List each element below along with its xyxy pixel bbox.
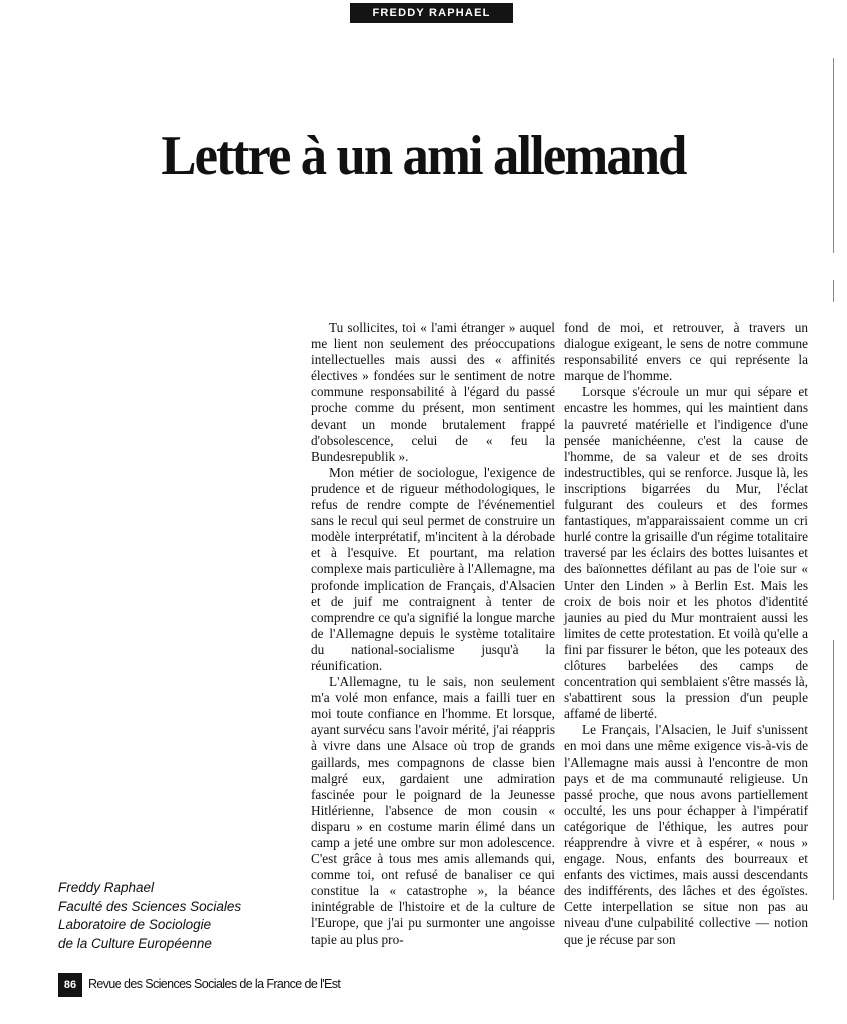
author-affiliation	[58, 879, 241, 953]
affiliation-line: de la Culture Européenne	[58, 935, 212, 951]
scan-edge-line	[833, 280, 834, 302]
scan-edge-line	[833, 640, 834, 900]
paragraph: Tu sollicites, toi « l'ami étranger » auquel me lient non seulement des préoccupations intellectuelles mais aussi des « affinités électives » fondées sur le sentiment de notre commune responsabilité à l'égard du passé proche comme du présent, mon sentiment devant un monde brutalement frappé d'obsolescence, celui de « feu la Bundesrepublik ».	[311, 320, 555, 464]
article-title: Lettre à un ami allemand	[161, 125, 686, 187]
author-header-tab: FREDDY RAPHAEL	[350, 3, 513, 23]
text-column-right	[564, 320, 808, 948]
paragraph: fond de moi, et retrouver, à travers un dialogue exigeant, le sens de notre commune responsabilité envers ce qui représente la marque de l'homme.	[564, 320, 808, 384]
text-column-left	[311, 320, 555, 948]
affiliation-line: Faculté des Sciences Sociales	[58, 898, 242, 914]
author-name: Freddy Raphael	[58, 880, 155, 895]
paragraph: L'Allemagne, tu le sais, non seulement m'a volé mon enfance, mais a failli tuer en moi toute confiance en l'homme. Et lorsque, ayant survécu sans l'avoir mérité, j'ai réappris à vivre dans une Alsace où trop de grands gaillards, mes compagnons de classe bien malgré eux, gardaient une admiration fascinée pour le poignard de la Jeunesse Hitlérienne, l'absence de mon cousin « disparu » en costume marin élimé dans un camp a jeté une ombre sur mon adolescence. C'est grâce à tous mes amis allemands qui, comme toi, ont refusé de banaliser ce qui constitue la « catastrophe », la béance inintégrable de l'histoire et de la culture de l'Europe, que j'ai pu surmonter une angoisse tapie au plus pro-	[311, 674, 555, 947]
paragraph: Lorsque s'écroule un mur qui sépare et encastre les hommes, qui les maintient dans la pauvreté matérielle et l'indigence d'une pensée manichéenne, c'est la cause de l'homme, de sa valeur et de ses droits indestructibles, qui se renforce. Jusque là, les inscriptions bigarrées du Mur, l'éclat fulgurant des couleurs et des formes fantastiques, m'apparaissaient comme un cri hurlé contre la grisaille d'un régime totalitaire traversé par les éclairs des bottes luisantes et des baïonnettes défilant au pas de l'oie sur « Unter den Linden » à Berlin Est. Mais les croix de bois noir et les photos d'identité jaunies au pied du Mur montraient aussi les limites de cette protestation. Et voilà qu'elle a fini par fissurer le béton, que les poteaux des clôtures barbelées des camps de concentration qui semblaient s'être massés là, s'abattirent sous la pression d'un peuple affamé de liberté.	[564, 384, 808, 722]
affiliation-line: Laboratoire de Sociologie	[58, 917, 212, 932]
paragraph: Mon métier de sociologue, l'exigence de prudence et de rigueur méthodologiques, le refus de rendre compte de l'événementiel sans le recul qui seul permet de construire un modèle interprétatif, m'incitent à la dérobade et à l'esquive. Et pourtant, ma relation complexe mais particulière à l'Allemagne, ma profonde implication de Français, d'Alsacien et de juif me contraignent à tenter de comprendre ce qu'a signifié la longue marche de l'Allemagne depuis le système totalitaire du national-socialisme jusqu'à la réunification.	[311, 464, 555, 673]
paragraph: Le Français, l'Alsacien, le Juif s'unissent en moi dans une même exigence vis-à-vis de l'Allemagne mais aussi à l'encontre de mon pays et de ma communauté religieuse. Un passé proche, que nous avons partiellement occulté, les uns pour échapper à l'impératif catégorique de l'éthique, les autres pour réapprendre à vivre et à espérer, « nous » engage. Nous, enfants des bourreaux et enfants des victimes, mais aussi descendants des indifférents, des lâches et des égoïstes. Cette interpellation se situe non pas au niveau d'une culpabilité collective — notion que je récuse par son	[564, 722, 808, 947]
page-number: 86	[58, 973, 82, 997]
scan-edge-line	[833, 58, 834, 253]
journal-name: Revue des Sciences Sociales de la France de l'Est	[88, 977, 341, 991]
